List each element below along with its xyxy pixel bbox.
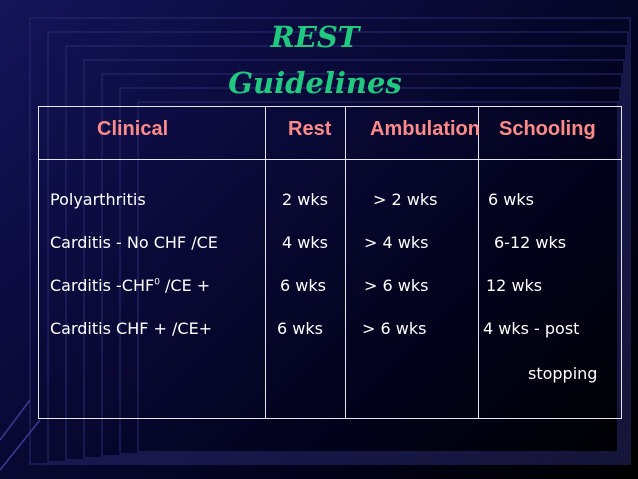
header-rest: Rest: [288, 118, 332, 140]
row1-clinical: Polyarthritis: [50, 190, 146, 209]
row4-schooling: 4 wks - post: [483, 319, 580, 338]
row4-rest: 6 wks: [277, 319, 323, 338]
slide-title-line1: REST: [270, 20, 360, 54]
row1-schooling: 6 wks: [488, 190, 534, 209]
row2-schooling: 6-12 wks: [494, 233, 567, 252]
row3-schooling: 12 wks: [486, 276, 543, 295]
row1-ambulation: > 2 wks: [373, 190, 438, 209]
table-bottom-border: [38, 418, 622, 419]
row4-schooling-continued: stopping: [528, 364, 598, 383]
slide-title-line2: Guidelines: [228, 66, 402, 100]
header-schooling: Schooling: [499, 118, 596, 140]
row3-clinical: [50, 276, 210, 295]
table-col-divider-3: [478, 106, 479, 419]
table-col-divider-2: [345, 106, 346, 419]
row4-clinical: Carditis CHF + /CE+: [50, 319, 213, 338]
row4-ambulation: > 6 wks: [362, 319, 427, 338]
header-ambulation: Ambulation: [370, 118, 480, 140]
row1-rest: 2 wks: [282, 190, 328, 209]
row2-rest: 4 wks: [282, 233, 328, 252]
header-clinical: Clinical: [97, 118, 169, 140]
row3-ambulation: > 6 wks: [364, 276, 429, 295]
row3-clinical-main: Carditis -CHF: [50, 276, 155, 295]
row2-clinical: Carditis - No CHF /CE: [50, 233, 218, 252]
row2-ambulation: > 4 wks: [364, 233, 429, 252]
table-top-border: [38, 106, 622, 107]
row3-rest: 6 wks: [280, 276, 326, 295]
table-right-border: [621, 106, 622, 419]
table-col-divider-1: [265, 106, 266, 419]
table-left-border: [38, 106, 39, 419]
row3-clinical-tail: /CE +: [159, 276, 211, 295]
row3-clinical-superscript: 0: [154, 277, 160, 288]
table-header-divider: [38, 159, 622, 160]
